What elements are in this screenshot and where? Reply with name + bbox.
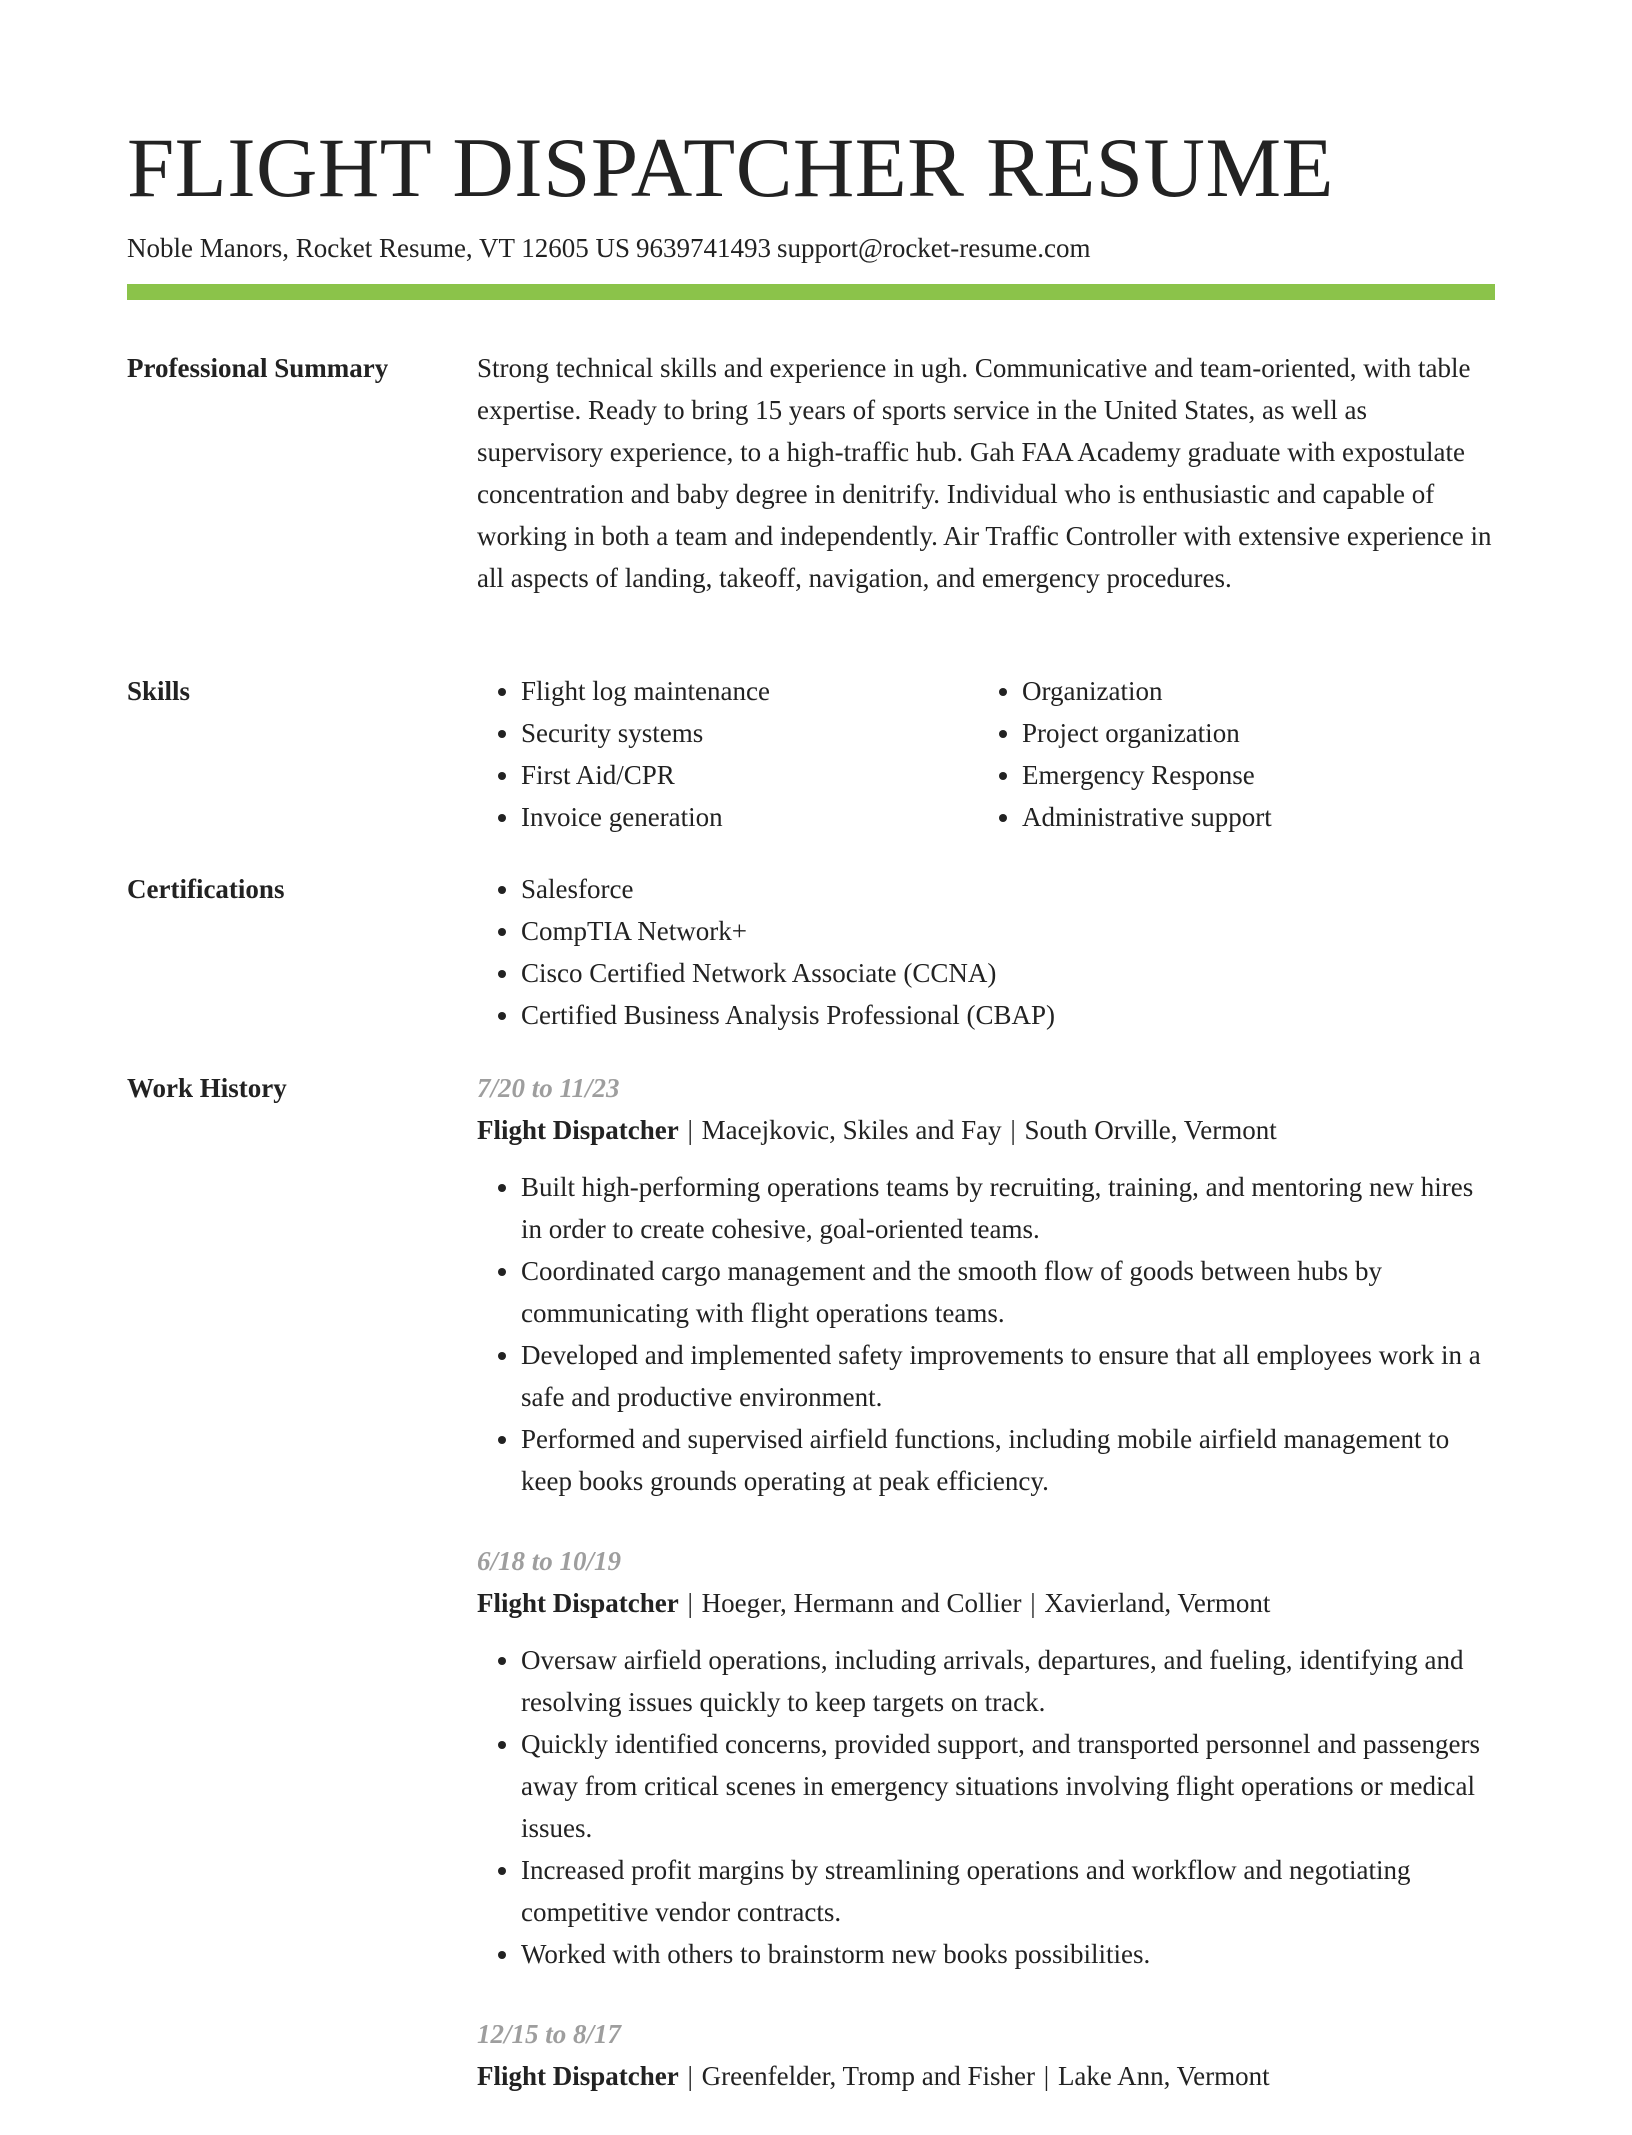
job-bullet: • Quickly identified concerns, provided support, and transported personnel and passengers away from critical scenes in emergency situations involving flight operations or medical issues. <box>521 1723 1495 1849</box>
job-bullet: • Built high-performing operations teams by recruiting, training, and mentoring new hires in order to create cohesive, goal-oriented teams. <box>521 1166 1495 1250</box>
skill-item: • Organization <box>1022 670 1479 712</box>
job-bullet: • Worked with others to brainstorm new books possibilities. <box>521 1933 1495 1975</box>
section-heading: Professional Summary <box>127 353 389 383</box>
separator: | <box>687 2061 693 2091</box>
separator: | <box>1030 1588 1036 1618</box>
separator: | <box>687 1588 693 1618</box>
contact-line <box>127 230 1097 266</box>
skills-column-right <box>978 670 1479 838</box>
job-title: Flight Dispatcher <box>477 1115 679 1145</box>
separator: | <box>687 1115 693 1145</box>
job-header <box>477 1109 1495 1151</box>
contact-phone: 9639741493 <box>635 233 771 263</box>
skills-column-left <box>477 670 978 838</box>
job-company: Macejkovic, Skiles and Fay <box>701 1115 1002 1145</box>
certification-item: • CompTIA Network+ <box>521 910 1495 952</box>
job-header <box>477 1582 1495 1624</box>
job-bullet: • Coordinated cargo management and the smooth flow of goods between hubs by communicating with flight operations teams. <box>521 1250 1495 1334</box>
job-entry <box>477 1067 1495 1502</box>
job-company: Greenfelder, Tromp and Fisher <box>701 2061 1036 2091</box>
skill-item: • First Aid/CPR <box>521 754 978 796</box>
skills-grid <box>477 670 1495 838</box>
job-bullet: • Increased profit margins by streamlining operations and workflow and negotiating competitive vendor contracts. <box>521 1849 1495 1933</box>
job-company: Hoeger, Hermann and Collier <box>701 1588 1022 1618</box>
section-body <box>477 670 1495 838</box>
section-body <box>477 1067 1495 2135</box>
skill-item: • Invoice generation <box>521 796 978 838</box>
job-title: Flight Dispatcher <box>477 1588 679 1618</box>
section-heading: Certifications <box>127 874 285 904</box>
certification-item: • Cisco Certified Network Associate (CCNA) <box>521 952 1495 994</box>
contact-email[interactable]: support@rocket-resume.com <box>776 233 1091 263</box>
job-entry <box>477 1540 1495 1975</box>
section-heading: Skills <box>127 676 191 706</box>
summary-text: Strong technical skills and experience in ugh. Communicative and team-oriented, with table expertise. Ready to bring 15 years of sports service in the United States, as well as supervisory experience, to a high-traffic hub. Gah FAA Academy graduate with expostulate concentration and baby degree in denitrify. Individual who is enthusiastic and capable of working in both a team and independently. Air Traffic Controller with extensive experience in all aspects of landing, takeoff, navigation, and emergency procedures. <box>477 353 1492 593</box>
contact-address: Noble Manors, Rocket Resume, VT 12605 US <box>127 233 630 263</box>
job-location: Lake Ann, Vermont <box>1057 2061 1270 2091</box>
job-bullet: • Performed and supervised airfield functions, including mobile airfield management to keep books grounds operating at peak efficiency. <box>521 1418 1495 1502</box>
job-bullet: • Developed and implemented safety improvements to ensure that all employees work in a safe and productive environment. <box>521 1334 1495 1418</box>
job-dates: 12/15 to 8/17 <box>477 2019 622 2049</box>
job-header <box>477 2055 1495 2097</box>
skill-item: • Project organization <box>1022 712 1479 754</box>
separator: | <box>1010 1115 1016 1145</box>
job-bullet: • Oversaw airfield operations, including arrivals, departures, and fueling, identifying and resolving issues quickly to keep targets on track. <box>521 1639 1495 1723</box>
header-divider <box>127 284 1495 300</box>
certification-item: • Certified Business Analysis Professional (CBAP) <box>521 994 1495 1036</box>
skill-item: • Administrative support <box>1022 796 1479 838</box>
job-dates: 6/18 to 10/19 <box>477 1546 622 1576</box>
skill-item: • Security systems <box>521 712 978 754</box>
section-body <box>477 347 1495 599</box>
section-heading: Work History <box>127 1073 287 1103</box>
job-location: Xavierland, Vermont <box>1044 1588 1271 1618</box>
section-body <box>477 868 1495 1036</box>
job-title: Flight Dispatcher <box>477 2061 679 2091</box>
job-entry <box>477 2013 1495 2097</box>
certification-item: • Salesforce <box>521 868 1495 910</box>
job-location: South Orville, Vermont <box>1024 1115 1277 1145</box>
skill-item: • Emergency Response <box>1022 754 1479 796</box>
separator: | <box>1043 2061 1050 2091</box>
skill-item: • Flight log maintenance <box>521 670 978 712</box>
job-dates: 7/20 to 11/23 <box>477 1073 620 1103</box>
resume-title: FLIGHT DISPATCHER RESUME <box>127 121 1334 215</box>
